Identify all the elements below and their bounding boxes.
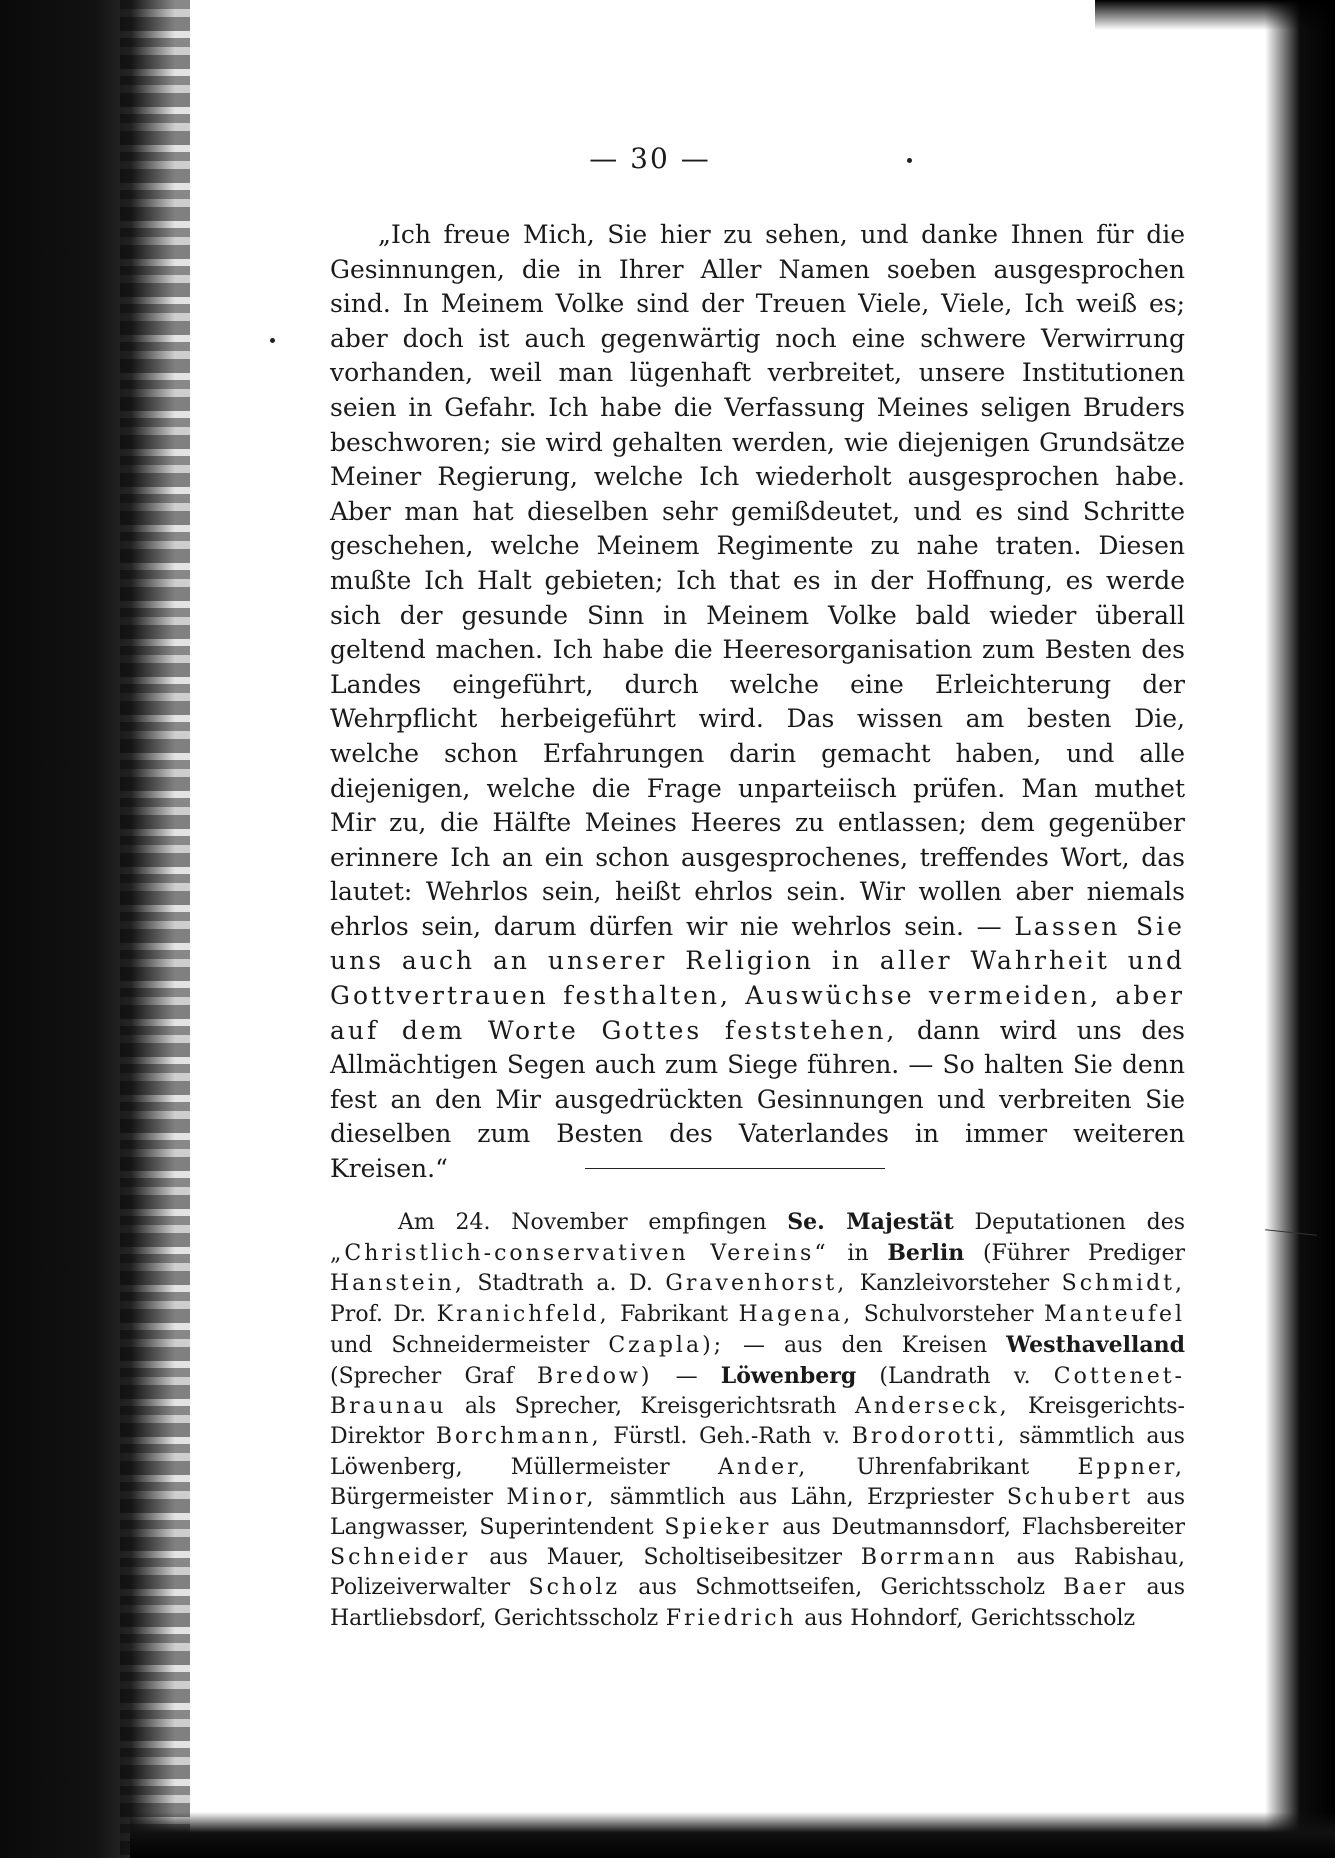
p2-spaced: Scholz — [528, 1575, 620, 1601]
p2-text: — — [675, 1364, 698, 1390]
p2-text: Stadtrath a. D. — [477, 1271, 653, 1297]
speech-text-end: dann wird uns des Allmächtigen Segen auch zum Siege führen. — So halten Sie denn fest an den Mir ausgedrückten Gesinnungen und verbreiten Sie dieselben zum Besten des Vaterlandes in immer weiteren Kreisen.“ — [330, 1015, 1185, 1184]
ink-speck — [270, 338, 275, 343]
p2-spaced: Baer — [1063, 1575, 1129, 1601]
p2-text: und Schneidermeister — [330, 1332, 590, 1358]
p2-text: aus Hartliebsdorf, Gerichtsscholz — [330, 1575, 1186, 1631]
speech-text-spaced: Lassen Sie uns auch an unserer Religion in aller Wahrheit und Gottvertrauen festhalten, Auswüchse vermeiden, aber auf dem Worte Gottes feststehen, — [330, 911, 1185, 1045]
p2-text: Kanzleivorsteher — [859, 1271, 1050, 1297]
speech-text: „Ich freue Mich, Sie hier zu sehen, und danke Ihnen für die Gesinnungen, die in Ihrer Aller Namen soeben ausgesprochen sind. In Meinem Volke sind der Treuen Viele, Viele, Ich weiß es; aber doch ist auch gegenwärtig noch eine schwere Verwirrung vorhanden, weil man lügenhaft verbreitet, unsere Institutionen seien in Gefahr. Ich habe die Verfassung Meines seligen Bruders beschworen; sie wird gehalten werden, wie diejenigen Grundsätze Meiner Regierung, welche Ich wiederholt ausgesprochen habe. Aber man hat dieselben sehr gemißdeutet, und es sind Schritte geschehen, welche Meinem Regimente zu nahe traten. Diesen mußte Ich Halt gebieten; Ich that es in der Hoffnung, es werde sich der gesunde Sinn in Meinem Volke bald wieder überall geltend machen. Ich habe die Heeresorganisation zum Besten des Landes eingeführt, durch welche eine Erleichterung der Wehrpflicht herbeigeführt wird. Das wissen am besten Die, welche schon Erfahrungen darin gemacht haben, und alle diejenigen, welche die Frage unparteiisch prüfen. Man muthet Mir zu, die Hälfte Meines Heeres zu entlassen; dem gegenüber erinnere Ich an ein schon ausgesprochenes, treffendes Wort, das lautet: Wehrlos sein, heißt ehrlos sein. Wir wollen aber niemals ehrlos sein, darum dürfen wir nie wehrlos sein. — — [330, 220, 1185, 941]
p2-spaced: Schmidt, — [1061, 1271, 1186, 1297]
p2-text: als Sprecher, Kreisgerichtsrath — [464, 1394, 837, 1420]
p2-text: aus Deutmannsdorf, Flachsbereiter — [782, 1515, 1186, 1541]
deputation-paragraph — [330, 1207, 1185, 1634]
p2-text: sämmtlich aus Löwenberg, Müllermeister — [330, 1424, 1185, 1480]
p2-spaced: Borrmann — [860, 1545, 998, 1571]
p2-text: aus Mauer, Scholtiseibesitzer — [489, 1545, 842, 1571]
p2-spaced: Spieker — [664, 1515, 772, 1541]
p2-text: sämmtlich aus Lähn, Erzpriester — [609, 1484, 994, 1510]
p2-spaced: Borchmann, — [435, 1424, 602, 1450]
p2-spaced: Schneider — [330, 1545, 471, 1571]
p2-spaced: Bredow) — [536, 1364, 653, 1390]
p2-text: Kreisgerichts-Direktor — [330, 1394, 1185, 1450]
p2-bold: Löwenberg — [720, 1363, 857, 1390]
p2-text: in — [847, 1241, 869, 1267]
p2-spaced: Minor, — [506, 1484, 597, 1510]
p2-text: — aus den Kreisen — [743, 1332, 988, 1358]
p2-spaced: Cottenet-Braunau — [330, 1364, 1185, 1420]
scan-shadow-right — [1265, 0, 1335, 1858]
p2-text: (Führer Prediger — [982, 1241, 1186, 1267]
p2-text: Prof. Dr. — [330, 1301, 427, 1327]
p2-spaced: Gravenhorst, — [665, 1271, 848, 1297]
paper-page — [175, 0, 1265, 1812]
scan-shadow-top — [1095, 0, 1335, 30]
p2-bold: Berlin — [887, 1240, 965, 1267]
p2-spaced: Hanstein, — [330, 1271, 465, 1297]
scan-shadow-bottom — [130, 1812, 1335, 1858]
p2-spaced: Ander, — [717, 1454, 809, 1480]
p2-text: aus Hohndorf, Gerichtsscholz — [804, 1605, 1136, 1631]
p2-text: aus Schmottseifen, Gerichtsscholz — [638, 1575, 1045, 1601]
speech-paragraph — [330, 218, 1185, 1187]
scan-edge-texture — [120, 0, 190, 1858]
p2-spaced: „Christlich-conservativen Vereins“ — [330, 1241, 829, 1267]
p2-spaced: Manteufel — [1043, 1301, 1186, 1327]
p2-spaced: Schubert — [1006, 1484, 1134, 1510]
p2-text: Fürstl. Geh.-Rath v. — [613, 1424, 841, 1450]
p2-bold: Se. Majestät — [787, 1209, 954, 1235]
p2-spaced: Eppner, — [1077, 1454, 1186, 1480]
p2-text: (Sprecher Graf — [330, 1364, 514, 1390]
p2-spaced: Friedrich — [665, 1605, 797, 1631]
p2-text: Schulvorsteher — [863, 1301, 1034, 1327]
p2-text: aus Rabishau, Polizeiverwalter — [330, 1545, 1185, 1601]
p2-spaced: Czapla); — [608, 1332, 725, 1358]
p2-text: Am 24. November empfingen — [398, 1210, 767, 1235]
p2-spaced: Brodorotti, — [851, 1424, 1008, 1450]
page-number: — 30 — — [589, 142, 711, 175]
p2-spaced: Hagena, — [738, 1301, 854, 1327]
ink-speck — [907, 158, 912, 163]
p2-text: Bürgermeister — [330, 1484, 494, 1510]
section-divider — [585, 1168, 885, 1169]
p2-text: Deputationen des — [974, 1210, 1186, 1235]
p2-bold: Westhavelland — [1006, 1331, 1186, 1358]
p2-text: aus Langwasser, Superintendent — [330, 1484, 1185, 1541]
p2-spaced: Anderseck, — [854, 1394, 1010, 1420]
p2-text: (Landrath v. — [879, 1364, 1031, 1390]
p2-spaced: Kranichfeld, — [436, 1301, 610, 1327]
p2-text: Fabrikant — [620, 1301, 729, 1327]
p2-text: Uhrenfabrikant — [856, 1454, 1030, 1480]
